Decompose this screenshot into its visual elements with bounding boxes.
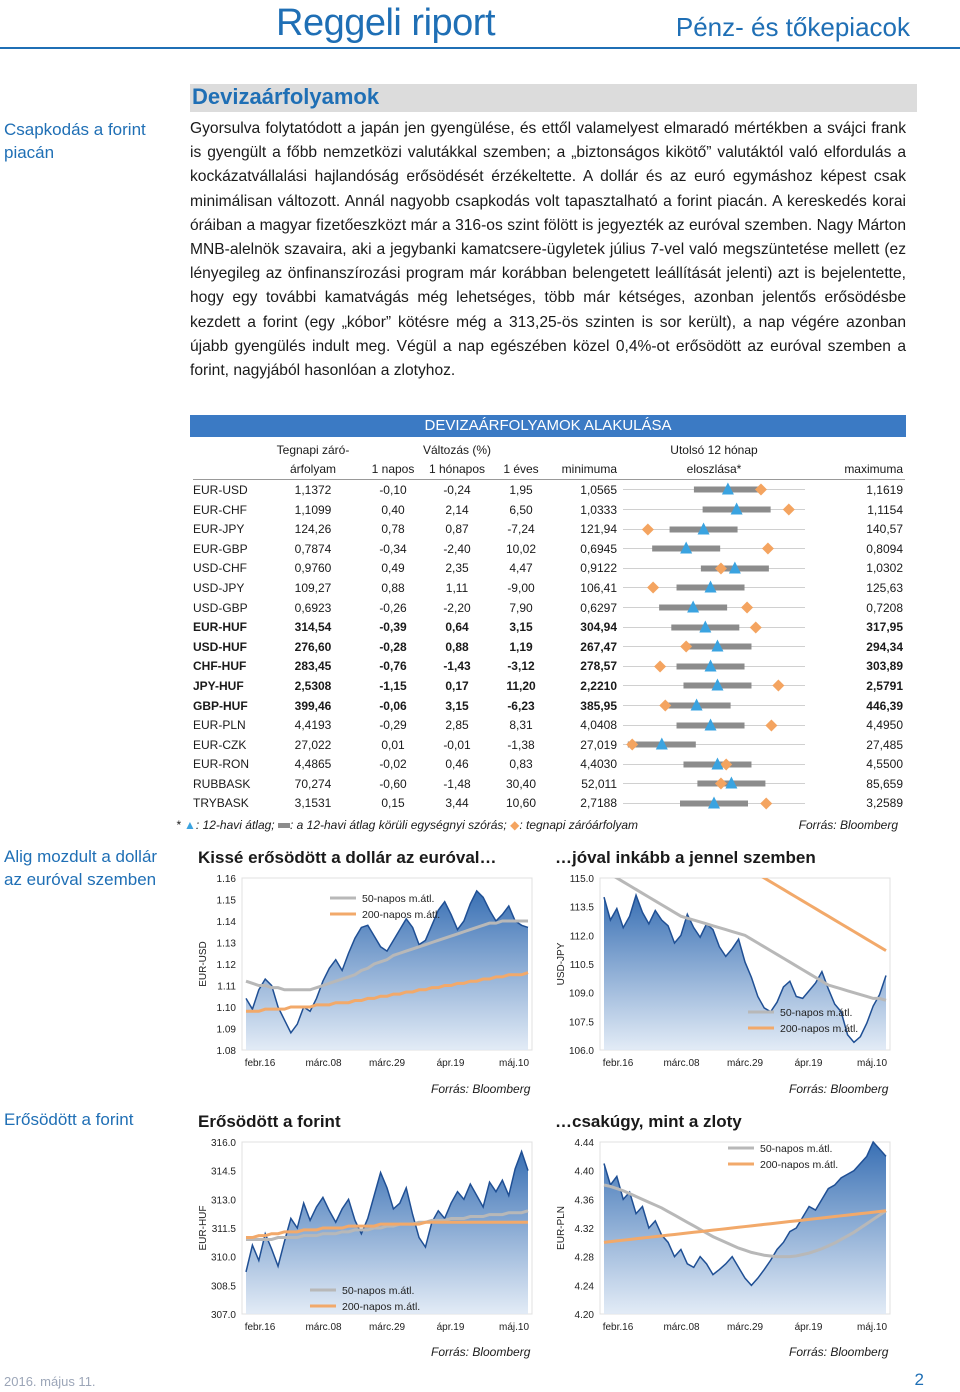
side-label-forint-volatility: Csapkodás a forint piacán [4,120,146,162]
cell-max: 1,1619 [866,482,903,497]
table-row [193,578,905,598]
diamond-icon [765,719,777,731]
cell-pair: RUBBASK [193,776,251,791]
cell-min: 2,7188 [580,796,617,811]
cell-max: 4,4950 [866,718,903,733]
cell-1m: -2,20 [443,600,471,615]
x-tick-label: febr.16 [244,1058,276,1069]
cell-distribution [619,500,809,520]
cell-min: 4,4030 [580,757,617,772]
cell-1m: 2,85 [445,718,469,733]
cell-1y: 10,02 [505,541,537,556]
legend-ma50: 50-napos m.átl. [760,1143,833,1155]
cell-distribution [619,539,809,559]
legend-ma200: 200-napos m.átl. [760,1159,839,1171]
x-tick-label: máj.10 [498,1058,530,1069]
legend-ma200: 200-napos m.átl. [342,1301,421,1313]
cell-pair: EUR-RON [193,757,249,772]
table-row [193,559,905,579]
y-axis-label: USD-JPY [556,942,567,986]
distribution-graphic [619,755,809,774]
article-body: Gyorsulva folytatódott a japán jen gyengülése, és ettől valamelyest elmaradó mértékben a svájci frank is gyengült a főbb nemzetközi valutákkal szemben; a „biztonságos kikötő” valutáktól való elfordulás a kockázatvállalási hajlandóság erősödését érzékeltette. A dollár és az euró egymáshoz képest csak minimálisan változott. Annál nagyobb csapkodás volt tapasztalható a forint piacán. A kereskedés korai óráiban a magyar fizetőeszközt már a 316-os szint fölött is jegyezték az euróval szemben. Nagy Márton MNB-alelnök szavaira, aki a jegybanki kamatcsere-ügyletek július 7-vel való megszüntetése mellett (ez lényegileg az önfinanszírozási program már korábban belengetett leállítását jelenti) azt is bejelentette, hogy egy további kamatvágás még lehetséges, több már kétséges, azonban jelentős erősödésbe kezdett a forint (egy „kóbor” kötésre még a 313,25-ös szinten is sor került), a nap végére azonban újabb gyengülés indult meg. Végül a nap egészében közel 0,4%-ot erősödött az euróval szemben a forint, nagyjából hasonlóan a zlotyhoz. [190,120,906,380]
cell-max: 140,57 [866,522,903,537]
cell-min: 1,0333 [580,502,617,517]
cell-pair: GBP-HUF [193,698,248,713]
diamond-icon [755,484,767,496]
header-last12: Utolsó 12 hónap [670,442,758,457]
table-row [193,480,905,500]
cell-1y: 10,60 [505,796,537,811]
y-tick-label: 4.28 [574,1252,594,1264]
cell-pair: USD-GBP [193,600,248,615]
y-tick-label: 107.5 [568,1017,594,1029]
cell-close: 2,5308 [294,678,332,693]
legend-close: : tegnapi záróárfolyam [519,818,639,832]
cell-1y: -7,24 [507,522,535,537]
distribution-graphic [619,578,809,597]
cell-pair: CHF-HUF [193,659,247,674]
cell-close: 399,46 [294,698,332,713]
y-tick-label: 310.0 [210,1252,236,1264]
legend-ma50: 50-napos m.átl. [362,893,435,905]
cell-1m: -0,01 [443,737,471,752]
x-tick-label: márc.08 [305,1322,342,1333]
cell-1y: 1,19 [509,639,533,654]
cell-min: 4,0408 [580,718,617,733]
cell-1d: -0,60 [379,776,407,791]
cell-1y: 1,95 [509,482,533,497]
y-tick-label: 1.08 [216,1046,236,1057]
x-tick-label: máj.10 [856,1058,888,1069]
cell-min: 0,6945 [580,541,617,556]
y-tick-label: 4.40 [574,1166,594,1178]
header-1d: 1 napos [363,460,423,480]
table-row [193,774,905,794]
y-tick-label: 4.20 [574,1310,594,1321]
bar-icon [278,823,290,828]
legend-star: * [176,818,185,832]
cell-1m: 0,88 [445,639,469,654]
y-tick-label: 112.0 [569,931,594,943]
y-tick-label: 1.14 [216,917,236,928]
table-row [193,794,905,814]
x-tick-label: ápr.19 [436,1058,465,1069]
distribution-graphic [619,598,809,617]
cell-min: 304,94 [580,620,617,635]
section-title: Devizaárfolyamok [192,84,380,109]
cell-max: 0,8094 [866,541,903,556]
fx-rates-table [193,440,905,813]
cell-1y: -1,38 [507,737,535,752]
cell-close: 276,60 [294,639,332,654]
table-row [193,637,905,657]
cell-close: 0,9760 [294,561,332,576]
y-tick-label: 4.36 [574,1195,594,1207]
x-tick-label: ápr.19 [794,1058,823,1069]
cell-1d: -0,02 [379,757,407,772]
header-dist: eloszlása* [619,460,809,480]
cell-pair: EUR-HUF [193,620,247,635]
x-tick-label: febr.16 [602,1322,634,1333]
table-row [193,519,905,539]
y-tick-label: 1.15 [216,895,236,907]
distribution-graphic [619,735,809,754]
y-tick-label: 307.0 [210,1310,236,1321]
diamond-icon [760,797,772,809]
table-row [193,715,905,735]
cell-1m: -1,43 [443,659,471,674]
cell-1d: -0,28 [379,639,407,654]
header-divider [0,47,960,49]
distribution-graphic [619,716,809,735]
x-tick-label: márc.08 [663,1322,700,1333]
cell-distribution [619,598,809,618]
triangle-icon: ▲ [184,818,196,832]
legend-ma200: 200-napos m.átl. [362,909,441,921]
chart-eurhuf [190,1136,550,1346]
table-row [193,696,905,716]
footer-date: 2016. május 11. [4,1374,96,1389]
cell-pair: USD-JPY [193,580,245,595]
chart-title-usdjpy: …jóval inkább a jennel szemben [555,848,816,867]
cell-1y: 11,20 [506,678,536,693]
cell-1y: -6,23 [507,698,535,713]
side-label-dollar: Alig mozdult a dollár az euróval szemben [4,847,158,889]
cell-distribution [619,480,809,500]
table-source: Forrás: Bloomberg [798,818,898,832]
table-row [193,755,905,775]
cell-max: 446,39 [866,698,903,713]
header-min: minimuma [551,460,619,480]
cell-distribution [619,657,809,677]
x-tick-label: márc.29 [368,1322,406,1333]
cell-max: 2,5791 [866,678,903,693]
cell-1y: 8,31 [509,718,533,733]
table-row [193,598,905,618]
cell-min: 121,94 [580,522,617,537]
y-tick-label: 4.44 [574,1138,594,1149]
y-tick-label: 1.11 [217,981,236,993]
y-tick-label: 4.32 [574,1224,594,1235]
cell-1d: -0,10 [379,482,407,497]
distribution-graphic [619,480,809,499]
y-tick-label: 308.5 [210,1281,236,1293]
cell-max: 294,34 [866,639,903,654]
diamond-icon [762,543,774,555]
cell-1m: 0,17 [445,678,469,693]
y-tick-label: 1.16 [216,874,236,885]
cell-close: 70,274 [294,776,332,791]
y-tick-label: 1.12 [216,960,236,971]
cell-1m: -1,48 [443,776,471,791]
cell-close: 4,4193 [294,718,332,733]
table-row [193,657,905,677]
distribution-graphic [619,618,809,637]
x-tick-label: febr.16 [602,1058,634,1069]
cell-min: 106,41 [580,580,617,595]
cell-pair: USD-HUF [193,639,247,654]
cell-distribution [619,755,809,775]
cell-distribution [619,519,809,539]
cell-min: 52,011 [581,776,617,791]
diamond-icon [741,602,753,614]
side-label-forint-stronger: Erősödött a forint [4,1110,134,1129]
chart-usdjpy [548,872,908,1082]
cell-1m: -0,24 [443,482,471,497]
distribution-graphic [619,657,809,676]
y-tick-label: 110.5 [569,960,594,971]
cell-close: 4,4865 [294,757,332,772]
diamond-icon [647,582,659,594]
fx-table-title: DEVIZAÁRFOLYAMOK ALAKULÁSA [190,415,906,437]
cell-close: 3,1531 [294,796,332,811]
diamond-icon [654,660,666,672]
cell-pair: EUR-PLN [193,718,246,733]
legend-average: : 12-havi átlag; [195,818,278,832]
x-tick-label: márc.29 [368,1058,406,1069]
legend-ma200: 200-napos m.átl. [780,1023,859,1035]
cell-max: 85,659 [866,776,903,791]
cell-1m: 0,64 [445,620,469,635]
chart-source-usdjpy: Forrás: Bloomberg [789,1082,889,1096]
cell-close: 109,27 [294,580,332,595]
y-tick-label: 106.0 [568,1046,594,1057]
y-axis-label: EUR-USD [198,941,209,987]
cell-pair: USD-CHF [193,561,247,576]
cell-pair: EUR-CHF [193,502,247,517]
cell-1m: 2,14 [445,502,469,517]
y-tick-label: 1.10 [216,1003,236,1014]
x-tick-label: febr.16 [244,1322,276,1333]
cell-min: 27,019 [580,737,617,752]
distribution-graphic [619,539,809,558]
cell-close: 0,6923 [294,600,332,615]
page-title: Reggeli riport [276,2,495,44]
distribution-graphic [619,794,809,813]
y-axis-label: EUR-PLN [556,1206,567,1250]
header-1m: 1 hónapos [423,460,491,480]
legend-stdev: : a 12-havi átlag körüli egységnyi szórás; [289,818,511,832]
cell-min: 2,2210 [580,678,617,693]
cell-1m: 0,87 [445,522,469,537]
diamond-icon [715,778,727,790]
cell-distribution [619,676,809,696]
cell-1m: 2,35 [445,561,469,576]
y-tick-label: 313.0 [210,1195,236,1207]
cell-distribution [619,637,809,657]
table-legend [176,818,638,832]
cell-max: 27,485 [866,737,903,752]
cell-1m: 1,11 [445,580,469,595]
cell-1d: 0,78 [381,522,405,537]
cell-min: 278,57 [580,659,617,674]
chart-source-eurpln: Forrás: Bloomberg [789,1345,889,1359]
cell-1y: 3,15 [509,620,533,635]
cell-max: 4,5500 [866,757,903,772]
cell-pair: EUR-USD [193,482,248,497]
x-tick-label: márc.29 [726,1058,764,1069]
distribution-graphic [619,774,809,793]
distribution-graphic [619,520,809,539]
diamond-icon [750,621,762,633]
diamond-icon [783,504,795,516]
x-tick-label: márc.08 [663,1058,700,1069]
y-tick-label: 1.09 [216,1024,236,1036]
y-tick-label: 311.5 [211,1224,236,1235]
diamond-icon [680,641,692,653]
table-row [193,539,905,559]
cell-1d: 0,49 [381,561,405,576]
y-tick-label: 1.13 [216,938,236,950]
cell-min: 385,95 [580,698,617,713]
cell-distribution [619,735,809,755]
table-row [193,676,905,696]
cell-close: 283,45 [294,659,332,674]
cell-min: 0,9122 [580,561,617,576]
y-axis-label: EUR-HUF [198,1205,209,1251]
cell-pair: EUR-JPY [193,522,245,537]
header-max: maximuma [809,460,905,480]
cell-min: 1,0565 [580,482,617,497]
cell-1d: -0,29 [379,718,407,733]
x-tick-label: ápr.19 [436,1322,465,1333]
legend-ma50: 50-napos m.átl. [780,1007,853,1019]
cell-1d: 0,88 [381,580,405,595]
cell-max: 1,1154 [867,502,903,517]
x-tick-label: márc.29 [726,1322,764,1333]
cell-1d: 0,15 [381,796,405,811]
chart-title-eurhuf: Erősödött a forint [198,1112,341,1131]
cell-1d: -0,34 [379,541,407,556]
distribution-graphic [619,676,809,695]
cell-1d: -0,26 [379,600,407,615]
chart-title-eurpln: …csakúgy, mint a zloty [555,1112,742,1131]
distribution-graphic [619,637,809,656]
chart-source-eurhuf: Forrás: Bloomberg [431,1345,531,1359]
cell-1m: 0,46 [445,757,469,772]
table-row [193,617,905,637]
cell-pair: JPY-HUF [193,678,244,693]
distribution-graphic [619,500,809,519]
header-1y: 1 éves [491,460,551,480]
page-number: 2 [914,1370,924,1389]
diamond-icon [772,680,784,692]
cell-1y: 30,40 [505,776,537,791]
cell-close: 0,7874 [294,541,332,556]
cell-distribution [619,696,809,716]
header-prev-close: Tegnapi záró- [276,442,350,457]
cell-pair: EUR-CZK [193,737,247,752]
chart-source-eurusd: Forrás: Bloomberg [431,1082,531,1096]
y-tick-label: 115.0 [569,874,594,885]
y-tick-label: 109.0 [568,988,594,1000]
cell-1y: 4,47 [509,561,533,576]
cell-1y: 7,90 [509,600,533,615]
cell-1d: -0,06 [379,698,407,713]
diamond-icon [642,523,654,535]
header-change: Változás (%) [422,442,492,457]
y-tick-label: 4.24 [574,1281,594,1293]
y-tick-label: 314.5 [210,1166,236,1178]
table-row [193,735,905,755]
cell-close: 1,1099 [294,502,332,517]
cell-1m: -2,40 [443,541,471,556]
cell-close: 27,022 [294,737,332,752]
diamond-icon [659,700,671,712]
table-row [193,500,905,520]
cell-1y: 6,50 [509,502,533,517]
cell-min: 267,47 [580,639,617,654]
cell-1y: -9,00 [507,580,535,595]
cell-1m: 3,44 [445,796,469,811]
chart-eurusd [190,872,550,1082]
chart-title-eurusd: Kissé erősödött a dollár az euróval… [198,848,497,867]
chart-eurpln [548,1136,908,1346]
cell-max: 3,2589 [866,796,903,811]
x-tick-label: márc.08 [305,1058,342,1069]
cell-1d: 0,01 [381,737,405,752]
x-tick-label: máj.10 [856,1322,888,1333]
cell-distribution [619,794,809,814]
cell-1d: -0,76 [379,659,407,674]
cell-max: 125,63 [866,580,903,595]
section-name: Pénz- és tőkepiacok [675,12,910,42]
legend-ma50: 50-napos m.átl. [342,1285,415,1297]
cell-close: 314,54 [294,620,332,635]
cell-1d: -0,39 [379,620,407,635]
cell-max: 0,7208 [866,600,903,615]
cell-distribution [619,774,809,794]
cell-max: 1,0302 [866,561,903,576]
cell-pair: TRYBASK [193,796,249,811]
cell-close: 124,26 [294,522,332,537]
cell-distribution [619,559,809,579]
x-tick-label: máj.10 [498,1322,530,1333]
cell-distribution [619,617,809,637]
header-prev-close-2: árfolyam [263,460,363,480]
distribution-graphic [619,696,809,715]
cell-1d: -1,15 [379,678,407,693]
x-tick-label: ápr.19 [794,1322,823,1333]
cell-distribution [619,578,809,598]
y-tick-label: 316.0 [210,1138,236,1149]
y-tick-label: 113.5 [569,902,594,914]
diamond-icon [715,562,727,574]
cell-min: 0,6297 [580,600,617,615]
cell-max: 303,89 [866,659,903,674]
cell-pair: EUR-GBP [193,541,248,556]
diamond-icon [626,739,638,751]
cell-1y: -3,12 [507,659,535,674]
cell-close: 1,1372 [294,482,332,497]
diamond-icon: ◆ [510,818,520,832]
distribution-graphic [619,559,809,578]
cell-max: 317,95 [866,620,903,635]
cell-1m: 3,15 [445,698,469,713]
cell-1d: 0,40 [381,502,405,517]
cell-1y: 0,83 [509,757,533,772]
cell-distribution [619,715,809,735]
